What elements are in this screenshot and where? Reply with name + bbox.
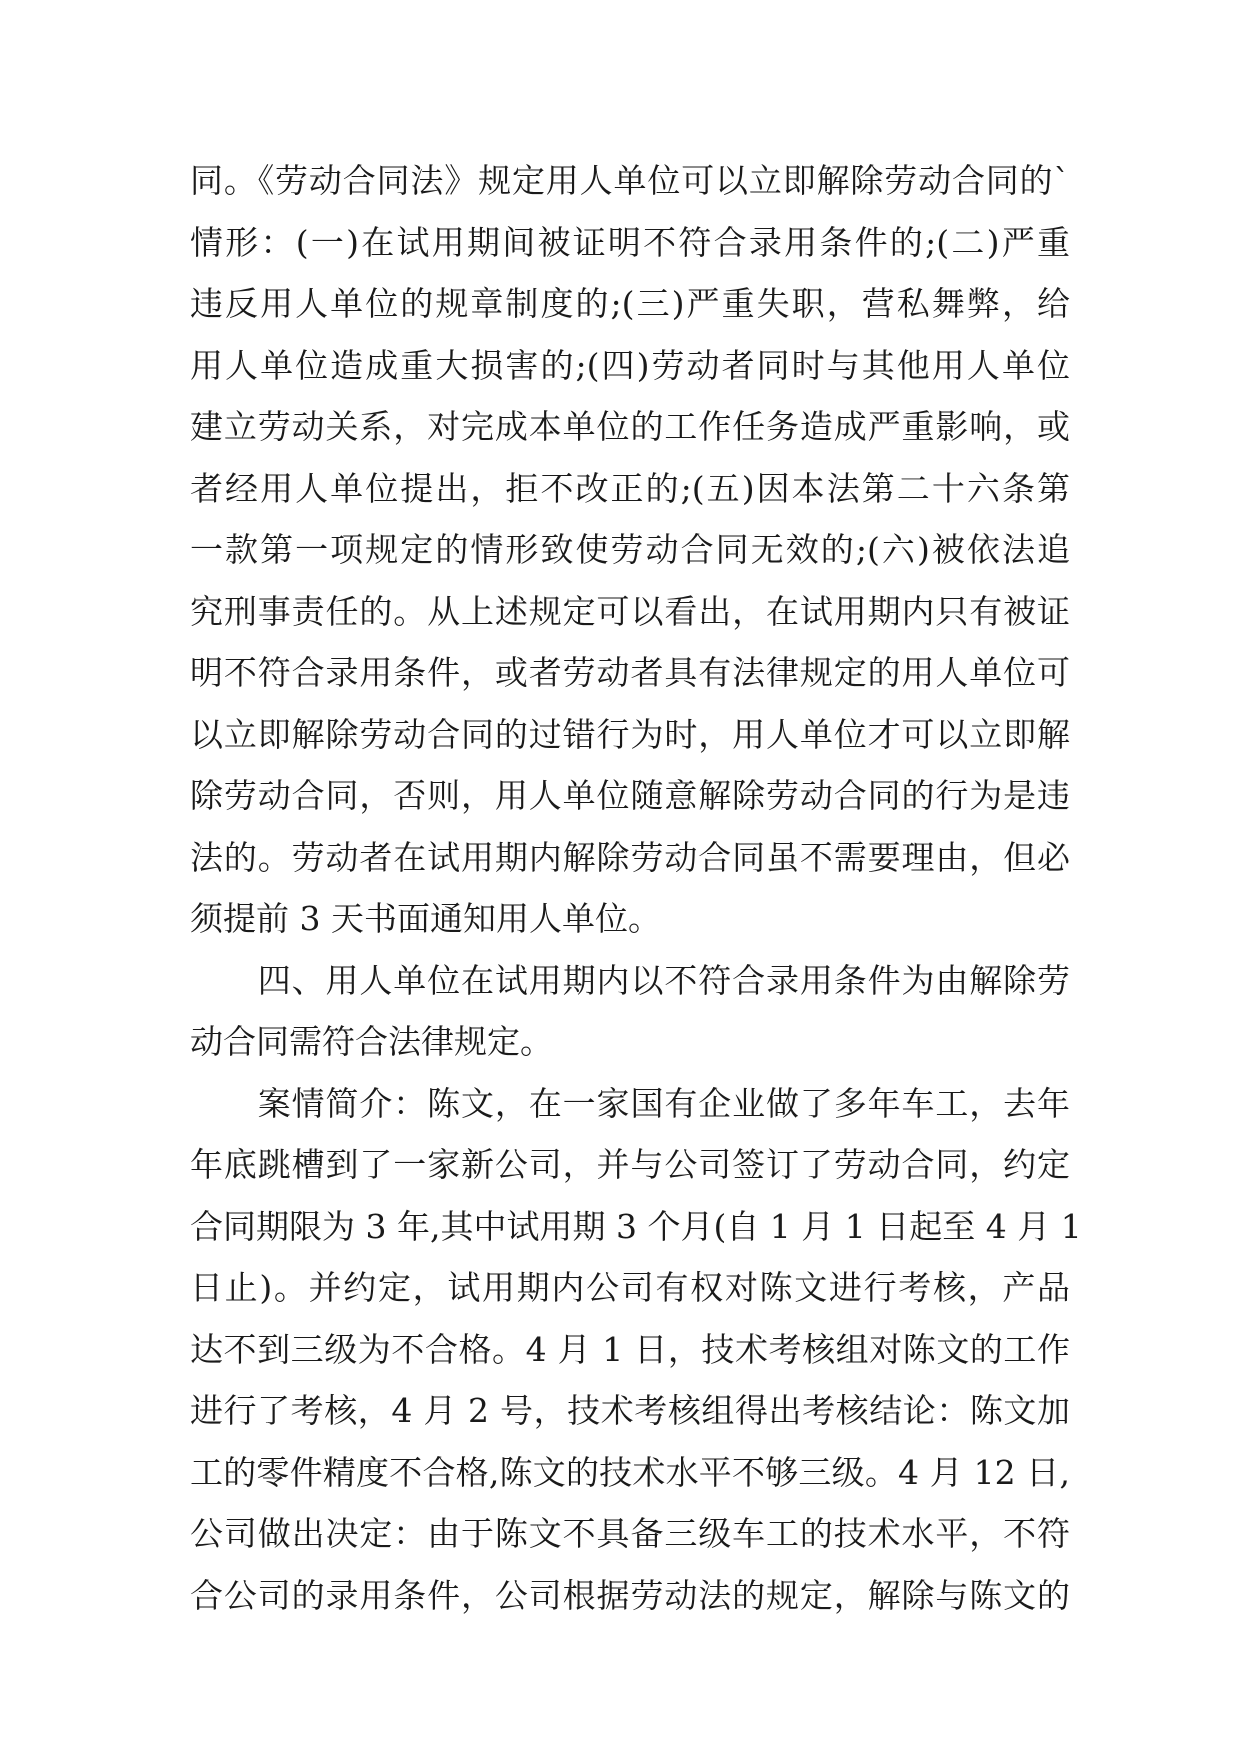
text-line: 日止)。并约定，试用期内公司有权对陈文进行考核，产品 (190, 1268, 1070, 1307)
text-line: 违反用人单位的规章制度的;(三)严重失职，营私舞弊，给 (190, 284, 1070, 323)
body-text (190, 150, 1082, 1626)
text-line: 以立即解除劳动合同的过错行为时，用人单位才可以立即解 (190, 714, 1070, 754)
section-heading-line: 动合同需符合法律规定。 (190, 1022, 553, 1061)
text-line: 除劳动合同，否则，用人单位随意解除劳动合同的行为是违 (190, 776, 1070, 815)
text-line: 一款第一项规定的情形致使劳动合同无效的;(六)被依法追 (190, 530, 1070, 569)
text-line: 须提前 3 天书面通知用人单位。 (190, 899, 661, 938)
text-line: 合同期限为 3 年,其中试用期 3 个月(自 1 月 1 日起至 4 月 1 (190, 1206, 1082, 1246)
text-line: 究刑事责任的。从上述规定可以看出，在试用期内只有被证 (190, 591, 1070, 631)
text-line: 者经用人单位提出，拒不改正的;(五)因本法第二十六条第 (190, 468, 1070, 508)
text-line: 工的零件精度不合格,陈文的技术水平不够三级。4 月 12 日, (190, 1452, 1070, 1492)
text-line: 法的。劳动者在试用期内解除劳动合同虽不需要理由，但必 (190, 837, 1070, 877)
text-line: 用人单位造成重大损害的;(四)劳动者同时与其他用人单位 (190, 345, 1070, 385)
text-line: 明不符合录用条件，或者劳动者具有法律规定的用人单位可 (190, 653, 1070, 692)
text-line: 年底跳槽到了一家新公司，并与公司签订了劳动合同，约定 (190, 1145, 1070, 1184)
text-line: 合公司的录用条件，公司根据劳动法的规定，解除与陈文的 (190, 1575, 1070, 1615)
text-line: 达不到三级为不合格。4 月 1 日，技术考核组对陈文的工作 (190, 1329, 1070, 1369)
section-heading-line: 四、用人单位在试用期内以不符合录用条件为由解除劳 (190, 960, 1070, 1000)
text-line: 建立劳动关系，对完成本单位的工作任务造成严重影响，或 (190, 407, 1070, 446)
text-line: 情形：(一)在试用期间被证明不符合录用条件的;(二)严重 (190, 222, 1070, 262)
text-line: 进行了考核，4 月 2 号，技术考核组得出考核结论：陈文加 (190, 1391, 1070, 1430)
text-line: 同。《劳动合同法》规定用人单位可以立即解除劳动合同的` (190, 161, 1070, 200)
text-line: 案情简介：陈文，在一家国有企业做了多年车工，去年 (190, 1083, 1070, 1123)
text-line: 公司做出决定：由于陈文不具备三级车工的技术水平，不符 (190, 1514, 1070, 1553)
